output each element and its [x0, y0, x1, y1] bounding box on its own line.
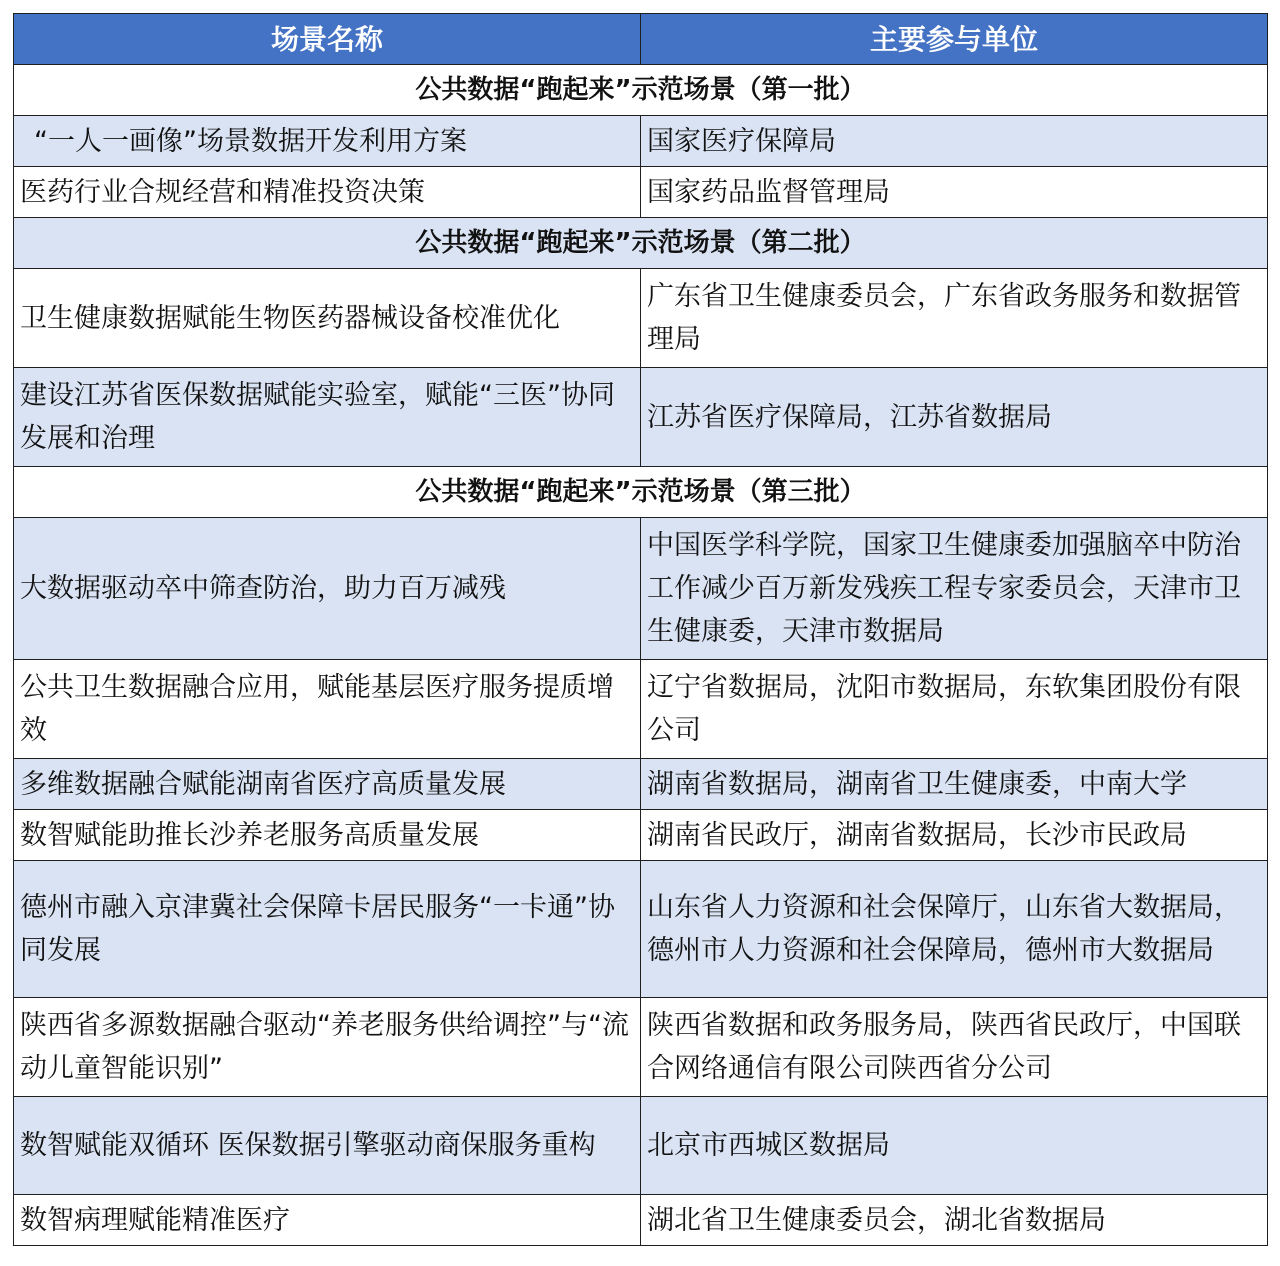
scenario-name: 陕西省多源数据融合驱动“养老服务供给调控”与“流动儿童智能识别” [14, 998, 641, 1097]
table-row [14, 116, 1268, 167]
header-participating-units: 主要参与单位 [641, 14, 1268, 65]
participating-units: 中国医学科学院，国家卫生健康委加强脑卒中防治工作减少百万新发残疾工程专家委员会，天津市卫生健康委，天津市数据局 [641, 518, 1268, 660]
scenario-name: 公共卫生数据融合应用，赋能基层医疗服务提质增效 [14, 660, 641, 759]
scenario-name: 大数据驱动卒中筛查防治，助力百万减残 [14, 518, 641, 660]
table-row [14, 518, 1268, 660]
table-row [14, 1097, 1268, 1195]
section-title: 公共数据“跑起来”示范场景（第一批） [14, 65, 1268, 116]
table-row [14, 1195, 1268, 1246]
participating-units: 山东省人力资源和社会保障厅，山东省大数据局，德州市人力资源和社会保障局，德州市大数据局 [641, 861, 1268, 998]
table-row [14, 368, 1268, 467]
table-row [14, 167, 1268, 218]
participating-units: 陕西省数据和政务服务局，陕西省民政厅，中国联合网络通信有限公司陕西省分公司 [641, 998, 1268, 1097]
scenario-table [13, 13, 1268, 1246]
table-row [14, 998, 1268, 1097]
scenario-name: 建设江苏省医保数据赋能实验室，赋能“三医”协同发展和治理 [14, 368, 641, 467]
scenario-table-container [13, 13, 1267, 1246]
scenario-name: 多维数据融合赋能湖南省医疗高质量发展 [14, 759, 641, 810]
participating-units: 湖南省民政厅，湖南省数据局，长沙市民政局 [641, 810, 1268, 861]
section-row [14, 65, 1268, 116]
table-row [14, 269, 1268, 368]
section-row [14, 467, 1268, 518]
participating-units: 国家医疗保障局 [641, 116, 1268, 167]
participating-units: 辽宁省数据局，沈阳市数据局，东软集团股份有限公司 [641, 660, 1268, 759]
table-row [14, 660, 1268, 759]
table-row [14, 810, 1268, 861]
scenario-name: 数智赋能双循环 医保数据引擎驱动商保服务重构 [14, 1097, 641, 1195]
section-row [14, 218, 1268, 269]
scenario-name: “一人一画像”场景数据开发利用方案 [14, 116, 641, 167]
scenario-name: 数智病理赋能精准医疗 [14, 1195, 641, 1246]
scenario-name: 数智赋能助推长沙养老服务高质量发展 [14, 810, 641, 861]
participating-units: 国家药品监督管理局 [641, 167, 1268, 218]
table-header-row [14, 14, 1268, 65]
table-row [14, 759, 1268, 810]
scenario-name: 医药行业合规经营和精准投资决策 [14, 167, 641, 218]
section-title: 公共数据“跑起来”示范场景（第三批） [14, 467, 1268, 518]
scenario-name: 卫生健康数据赋能生物医药器械设备校准优化 [14, 269, 641, 368]
section-title: 公共数据“跑起来”示范场景（第二批） [14, 218, 1268, 269]
participating-units: 江苏省医疗保障局，江苏省数据局 [641, 368, 1268, 467]
scenario-name: 德州市融入京津冀社会保障卡居民服务“一卡通”协同发展 [14, 861, 641, 998]
participating-units: 湖南省数据局，湖南省卫生健康委，中南大学 [641, 759, 1268, 810]
participating-units: 北京市西城区数据局 [641, 1097, 1268, 1195]
participating-units: 广东省卫生健康委员会，广东省政务服务和数据管理局 [641, 269, 1268, 368]
participating-units: 湖北省卫生健康委员会，湖北省数据局 [641, 1195, 1268, 1246]
header-scenario-name: 场景名称 [14, 14, 641, 65]
table-row [14, 861, 1268, 998]
